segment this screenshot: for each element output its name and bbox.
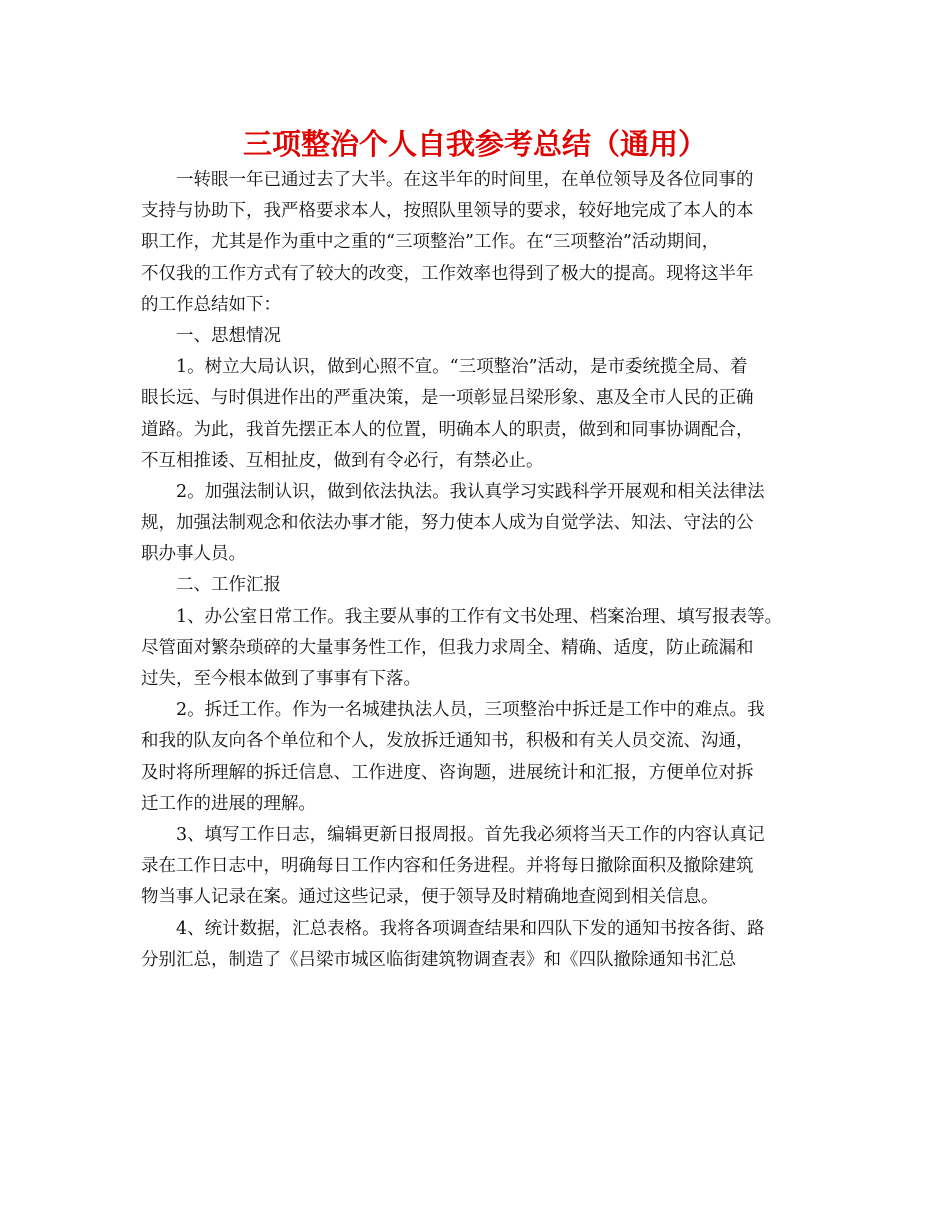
body-line: 物当事人记录在案。通过这些记录，便于领导及时精确地查阅到相关信息。 bbox=[141, 887, 719, 908]
body-line: 支持与协助下，我严格要求本人，按照队里领导的要求，较好地完成了本人的本 bbox=[141, 201, 754, 222]
body-line: 3、填写工作日志，编辑更新日报周报。首先我必须将当天工作的内容认真记 bbox=[176, 824, 765, 845]
body-line: 眼长远、与时俱进作出的严重决策，是一项彰显吕梁形象、惠及全市人民的正确 bbox=[141, 388, 754, 409]
body-line: 一、思想情况 bbox=[176, 325, 281, 346]
body-line: 不仅我的工作方式有了较大的改变，工作效率也得到了极大的提高。现将这半年 bbox=[141, 263, 754, 284]
body-line: 职工作，尤其是作为重中之重的“三项整治”工作。在“三项整治”活动期间， bbox=[141, 232, 720, 253]
body-line: 职办事人员。 bbox=[141, 544, 246, 565]
body-line: 2。加强法制认识，做到依法执法。我认真学习实践科学开展观和相关法律法 bbox=[176, 481, 765, 502]
body-line: 录在工作日志中，明确每日工作内容和任务进程。并将每日撤除面积及撤除建筑 bbox=[141, 856, 754, 877]
body-line: 和我的队友向各个单位和个人，发放拆迁通知书，积极和有关人员交流、沟通， bbox=[141, 731, 754, 752]
body-line: 不互相推诿、互相扯皮，做到有令必行，有禁必止。 bbox=[141, 450, 544, 471]
document-title: 三项整治个人自我参考总结（通用） bbox=[242, 127, 707, 161]
body-line: 过失，至今根本做到了事事有下落。 bbox=[141, 669, 421, 689]
body-line: 4、统计数据，汇总表格。我将各项调查结果和四队下发的通知书按各街、路 bbox=[176, 918, 765, 939]
body-line: 及时将所理解的拆迁信息、工作进度、咨询题，进展统计和汇报，方便单位对拆 bbox=[141, 762, 754, 783]
body-line: 迁工作的进展的理解。 bbox=[141, 793, 316, 814]
body-line: 1。树立大局认识，做到心照不宣。“三项整治”活动，是市委统揽全局、着 bbox=[176, 357, 748, 378]
body-line: 规，加强法制观念和依法办事才能，努力使本人成为自觉学法、知法、守法的公 bbox=[141, 513, 754, 534]
body-line: 一转眼一年已通过去了大半。在这半年的时间里，在单位领导及各位同事的 bbox=[176, 170, 754, 190]
body-line: 2。拆迁工作。作为一名城建执法人员，三项整治中拆迁是工作中的难点。我 bbox=[176, 700, 765, 721]
document-body bbox=[141, 165, 821, 976]
body-line: 尽管面对繁杂琐碎的大量事务性工作，但我力求周全、精确、适度，防止疏漏和 bbox=[141, 637, 754, 658]
body-line: 分别汇总，制造了《吕梁市城区临街建筑物调查表》和《四队撤除通知书汇总 bbox=[141, 949, 736, 970]
body-line: 的工作总结如下： bbox=[141, 294, 281, 315]
body-line: 道路。为此，我首先摆正本人的位置，明确本人的职责，做到和同事协调配合， bbox=[141, 419, 754, 440]
body-line: 1、办公室日常工作。我主要从事的工作有文书处理、档案治理、填写报表等。 bbox=[176, 606, 783, 627]
body-line: 二、工作汇报 bbox=[176, 575, 281, 596]
